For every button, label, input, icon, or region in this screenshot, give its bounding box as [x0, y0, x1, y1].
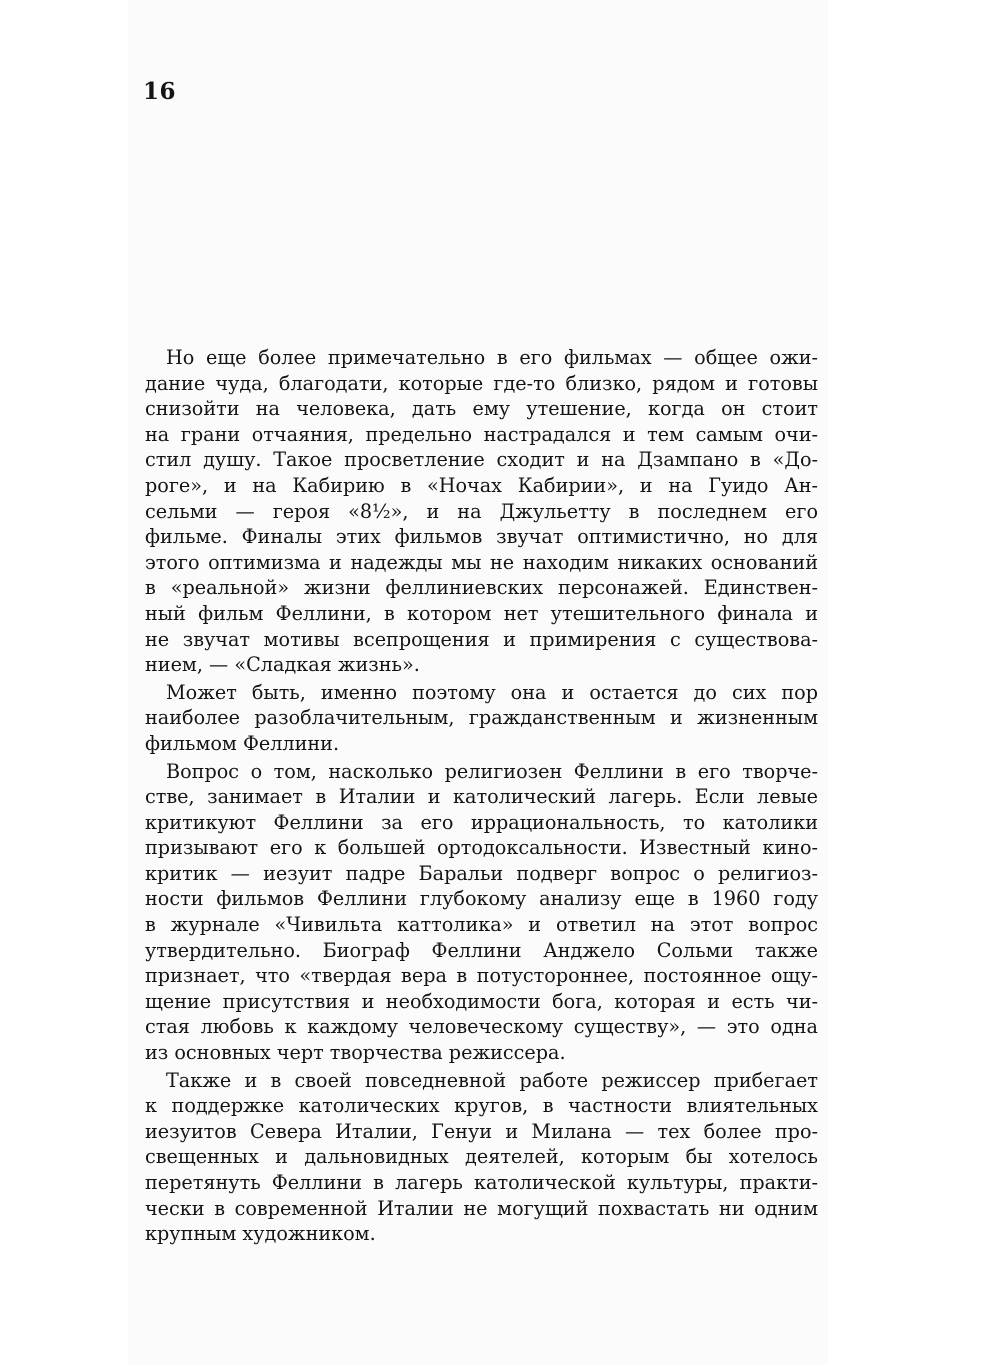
text-line: щение присутствия и необходимости бога, которая и есть чи- — [145, 989, 818, 1013]
text-line: стая любовь к каждому человеческому существу», — это одна — [145, 1015, 818, 1039]
text-line: Но еще более примечательно в его фильмах — общее ожи- — [166, 346, 818, 369]
text-line: сельми — героя «8½», и на Джульетту в последнем его — [145, 499, 818, 523]
text-line: перетянуть Феллини в лагерь католической культуры, практи- — [145, 1171, 818, 1194]
text-line: Может быть, именно поэтому она и остается до сих пор — [166, 680, 818, 704]
text-line: дание чуда, благодати, которые где-то близко, рядом и готовы — [145, 371, 818, 395]
text-line: в «реальной» жизни феллиниевских персонажей. Единствен- — [145, 576, 818, 600]
paragraph-1 — [145, 345, 818, 678]
text-line: снизойти на человека, дать ему утешение, когда он стоит — [145, 397, 818, 421]
text-line: из основных черт творчества режиссера. — [145, 1041, 566, 1065]
text-line: крупным художником. — [145, 1222, 376, 1246]
paragraph-2 — [145, 680, 818, 757]
text-line: стве, занимает в Италии и католический лагерь. Если левые — [145, 785, 818, 809]
text-line: чески в современной Италии не могущий похвастать ни одним — [145, 1196, 818, 1220]
text-line: в журнале «Чивильта каттолика» и ответил на этот вопрос — [145, 913, 818, 937]
paragraph-3 — [145, 759, 818, 1066]
text-line: ный фильм Феллини, в котором нет утешительного финала и — [145, 601, 818, 625]
text-line: фильме. Финалы этих фильмов звучат оптимистично, но для — [145, 525, 818, 549]
text-line: наиболее разоблачительным, гражданственным и жизненным — [145, 706, 818, 730]
text-line: утвердительно. Биограф Феллини Анджело Сольми также — [145, 938, 818, 962]
text-line: нием, — «Сладкая жизнь». — [145, 653, 420, 677]
text-line: Также и в своей повседневной работе режиссер прибегает — [166, 1068, 818, 1092]
text-line: признает, что «твердая вера в потустороннее, постоянное ощу- — [145, 964, 818, 988]
text-line: иезуитов Севера Италии, Генуи и Милана — тех более про- — [145, 1119, 818, 1143]
text-line: фильмом Феллини. — [145, 731, 340, 755]
text-line: к поддержке католических кругов, в частности влиятельных — [145, 1094, 818, 1118]
text-line: Вопрос о том, насколько религиозен Феллини в его творче- — [166, 759, 818, 783]
text-line: этого оптимизма и надежды мы не находим никаких оснований — [145, 550, 818, 574]
text-line: призывают его к большей ортодоксальности. Известный кино- — [145, 836, 818, 860]
text-line: критикуют Феллини за его иррациональность, то католики — [145, 810, 818, 834]
page-number: 16 — [143, 78, 177, 105]
text-line: ности фильмов Феллини глубокому анализу еще в 1960 году — [145, 887, 818, 911]
text-line: критик — иезуит падре Баральи подверг вопрос о религиоз- — [145, 861, 818, 885]
text-line: на грани отчаяния, предельно настрадался и тем самым очи- — [145, 422, 818, 446]
text-line: свещенных и дальновидных деятелей, которым бы хотелось — [145, 1145, 818, 1169]
body-text — [145, 345, 818, 1247]
text-line: роге», и на Кабирию в «Ночах Кабирии», и на Гуидо Ан- — [145, 473, 818, 497]
text-line: не звучат мотивы всепрощения и примирения с существова- — [145, 627, 818, 651]
paragraph-4 — [145, 1068, 818, 1247]
text-line: стил душу. Такое просветление сходит и на Дзампано в «До- — [145, 448, 818, 472]
